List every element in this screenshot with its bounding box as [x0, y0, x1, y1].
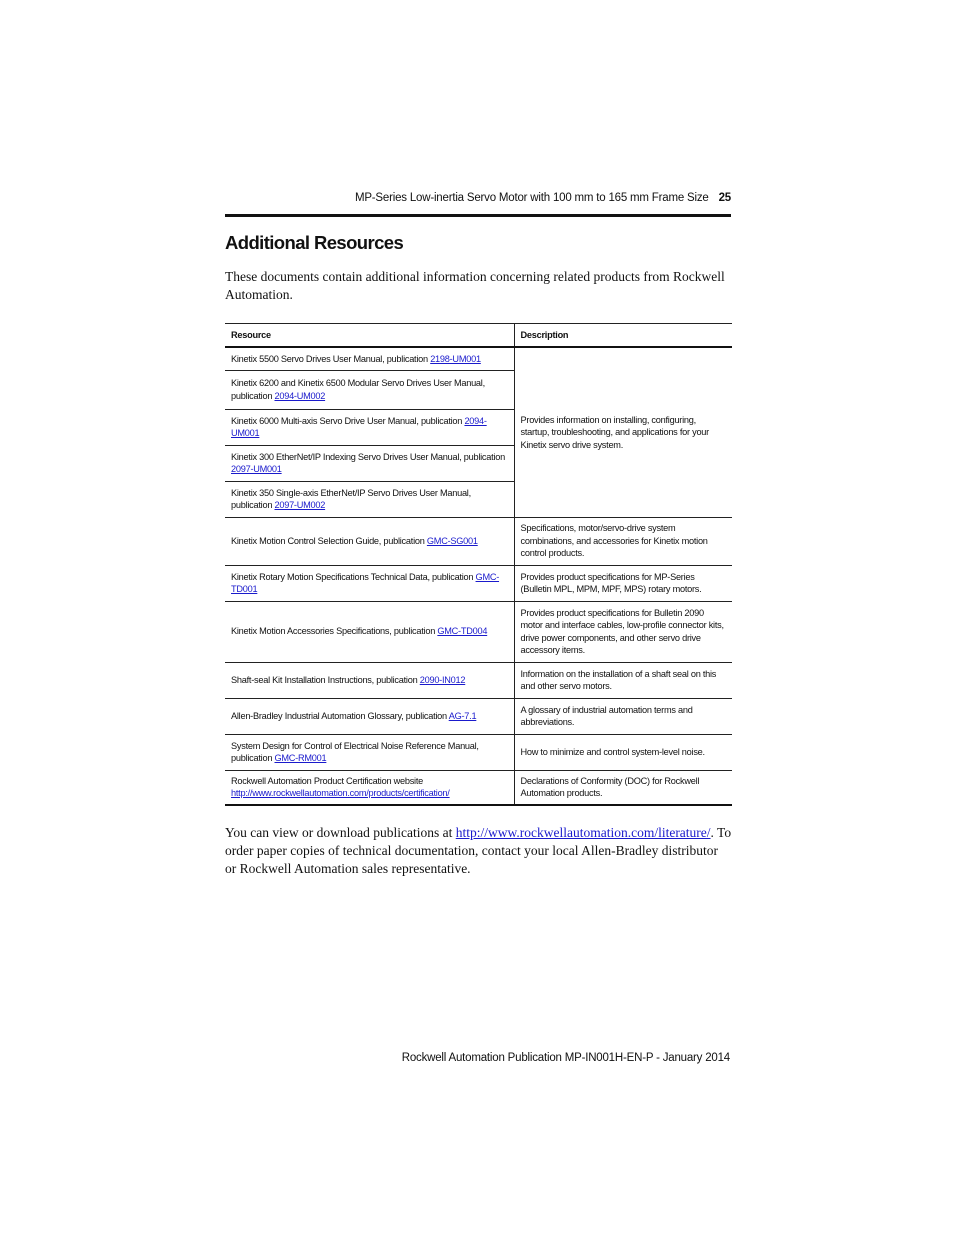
description-cell: Provides product specifications for MP-Series (Bulletin MPL, MPM, MPF, MPS) rotary motors. — [514, 565, 732, 601]
table-row — [225, 734, 732, 770]
table-row — [225, 662, 732, 698]
description-cell: Information on the installation of a shaft seal on this and other servo motors. — [514, 662, 732, 698]
resources-table — [225, 323, 732, 806]
outro-text-end: . To order paper copies of technical documentation, contact your local Allen-Bradley distributor or Rockwell Automation sales representative. — [225, 825, 732, 876]
description-text: Provides information on installing, configuring, startup, troubleshooting, and applications for your Kinetix servo drive system. — [520, 414, 709, 450]
table-row — [225, 347, 732, 370]
resource-cell — [225, 370, 514, 409]
description-cell: Specifications, motor/servo-drive system combinations, and accessories for Kinetix motion control products. — [514, 517, 732, 565]
publication-link[interactable]: GMC-TD004 — [437, 626, 488, 637]
resource-text: System Design for Control of Electrical Noise Reference Manual, publication — [231, 740, 479, 763]
table-row — [225, 565, 732, 601]
table-header-row — [225, 324, 732, 348]
resource-cell — [225, 517, 514, 565]
publication-link[interactable]: GMC-TD001 — [231, 571, 500, 594]
outro-text: You can view or download publications at — [225, 825, 456, 840]
resource-text: Rockwell Automation Product Certification website — [231, 775, 424, 786]
table-row — [225, 601, 732, 662]
table-row — [225, 698, 732, 734]
description-cell: How to minimize and control system-level noise. — [514, 734, 732, 770]
running-header — [225, 192, 731, 204]
description-cell: A glossary of industrial automation terms and abbreviations. — [514, 698, 732, 734]
resource-cell — [225, 734, 514, 770]
resource-cell — [225, 481, 514, 517]
description-cell: Provides product specifications for Bulletin 2090 motor and interface cables, low-profile connector kits, drive power components, and other servo drive accessory items. — [514, 601, 732, 662]
resource-text: Kinetix 6200 and Kinetix 6500 Modular Servo Drives User Manual, publication — [231, 378, 485, 401]
page-footer: Rockwell Automation Publication MP-IN001H-EN-P - January 2014 — [401, 1052, 730, 1064]
publication-link[interactable]: 2094-UM002 — [274, 390, 326, 401]
resource-text: Kinetix Motion Control Selection Guide, publication — [231, 535, 427, 546]
resource-text: Shaft-seal Kit Installation Instructions, publication — [231, 674, 420, 685]
literature-link[interactable]: http://www.rockwellautomation.com/literature/ — [455, 825, 711, 840]
header-title: MP-Series Low-inertia Servo Motor with 100 mm to 165 mm Frame Size — [354, 192, 709, 204]
resource-text: Kinetix 300 EtherNet/IP Indexing Servo Drives User Manual, publication — [231, 451, 505, 462]
description-cell — [514, 347, 732, 517]
resource-cell — [225, 601, 514, 662]
intro-paragraph: These documents contain additional information concerning related products from Rockwell Automation. — [225, 269, 725, 302]
resource-text: Kinetix 6000 Multi-axis Servo Drive User Manual, publication — [231, 415, 465, 426]
resource-cell — [225, 770, 514, 805]
outro-paragraph — [225, 824, 732, 878]
section-title: Additional Resources — [225, 232, 404, 253]
resource-cell — [225, 445, 514, 481]
page-number: 25 — [718, 192, 731, 204]
publication-link[interactable]: 2094-UM001 — [231, 415, 487, 438]
resource-text: Kinetix Motion Accessories Specifications, publication — [231, 626, 438, 637]
description-column-header: Description — [514, 324, 732, 348]
publication-link[interactable]: 2097-UM002 — [274, 500, 326, 510]
certification-link[interactable]: http://www.rockwellautomation.com/products/certification/ — [231, 788, 450, 799]
header-rule — [225, 214, 731, 217]
publication-link[interactable]: GMC-RM001 — [274, 753, 327, 763]
resource-cell — [225, 347, 514, 370]
publication-link[interactable]: 2090-IN012 — [419, 674, 466, 685]
resource-text: Allen-Bradley Industrial Automation Glossary, publication — [231, 710, 449, 721]
resource-column-header: Resource — [225, 324, 514, 348]
resource-cell — [225, 409, 514, 445]
publication-link[interactable]: 2097-UM001 — [231, 464, 282, 474]
table-row — [225, 770, 732, 805]
resource-cell — [225, 698, 514, 734]
resource-cell — [225, 565, 514, 601]
resource-cell — [225, 662, 514, 698]
resource-text: Kinetix Rotary Motion Specifications Technical Data, publication — [231, 571, 476, 582]
resource-text: Kinetix 350 Single-axis EtherNet/IP Servo Drives User Manual, publication — [231, 487, 471, 510]
publication-link[interactable]: 2198-UM001 — [430, 353, 481, 364]
resource-text: Kinetix 5500 Servo Drives User Manual, publication — [231, 353, 431, 364]
table-row — [225, 517, 732, 565]
description-cell: Declarations of Conformity (DOC) for Rockwell Automation products. — [514, 770, 732, 805]
publication-link[interactable]: AG-7.1 — [448, 710, 477, 721]
publication-link[interactable]: GMC-SG001 — [426, 535, 478, 546]
